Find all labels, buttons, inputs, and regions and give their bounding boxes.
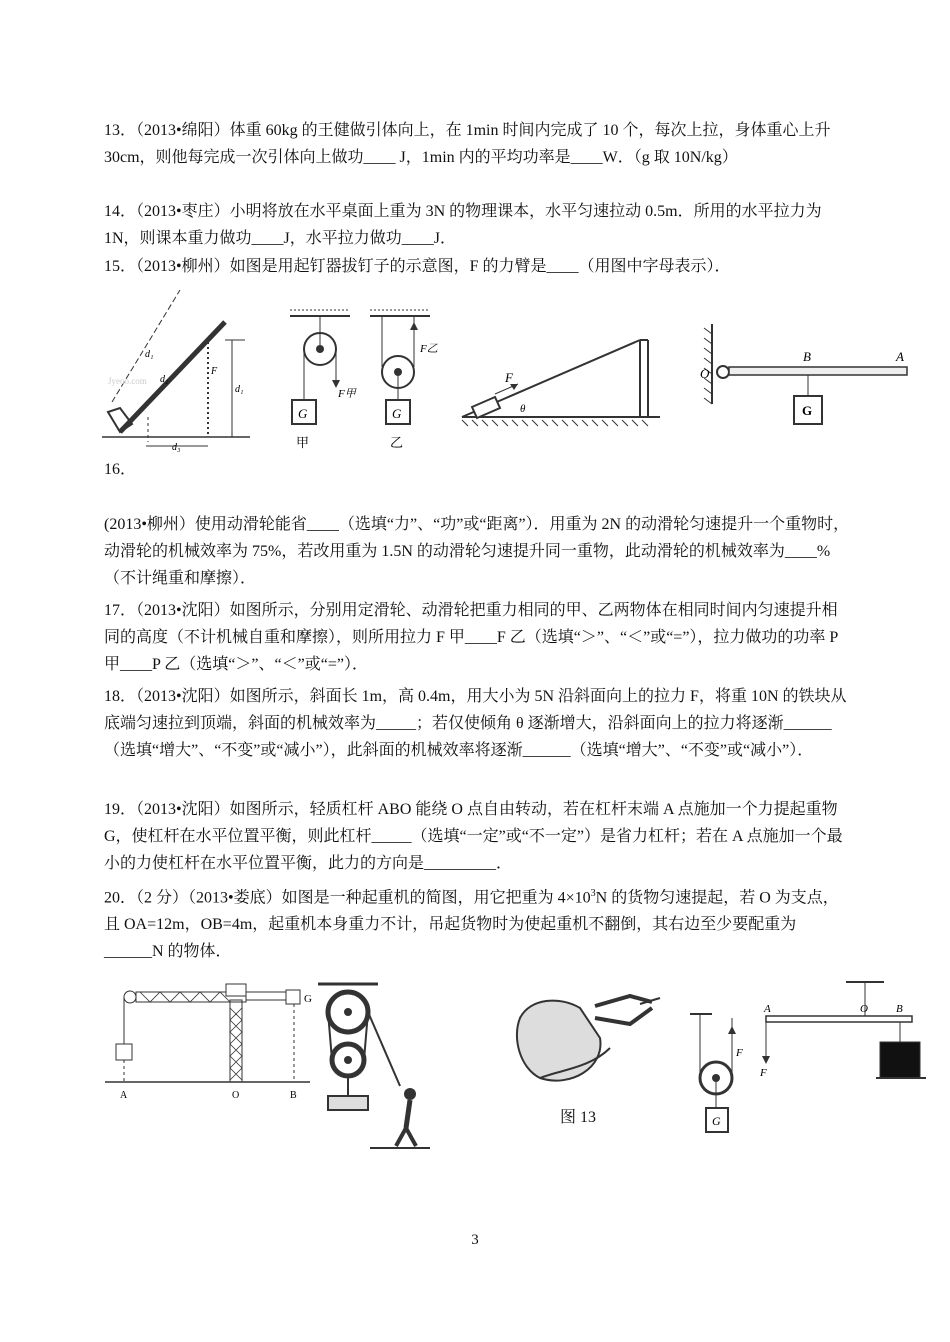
- question-18: 18．（2013•沈阳）如图所示，斜面长 1m，高 0.4m，用大小为 5N 沿斜面向上的拉力 F，将重 10N 的铁块从底端匀速拉到顶端，斜面的机械效率为_____；若仅使倾角 θ 逐渐增大，沿斜面向上的拉力将逐渐______（选填“增大”、“不变”或“减小”），此斜面的机械效率将逐渐______（选填“增大”、“不变”或“减小”）．: [104, 688, 847, 759]
- label-B-lever: B: [803, 349, 811, 364]
- fixed-pulley-jia: [290, 310, 358, 450]
- question-20-part-a: 20．（2 分）（2013•娄底）如图是一种起重机的简图，用它把重为 4×10: [104, 889, 591, 907]
- question-14: 14．（2013•枣庄）小明将放在水平桌面上重为 3N 的物理课本，水平匀速拉动 0.5m．所用的水平拉力为 1N，则课本重力做功____J，水平拉力做功____J．: [104, 203, 822, 247]
- question-17: 17．（2013•沈阳）如图所示，分别用定滑轮、动滑轮把重力相同的甲、乙两物体在相同时间内匀速提升相同的高度（不计机械自重和摩擦），则所用拉力 F 甲____F 乙（选填“＞”、“＜”或“=”），拉力做功的功率 P 甲____P 乙（选填“＞”、“＜”或“=”）．: [104, 602, 838, 673]
- label-F-incline: F: [505, 370, 513, 385]
- caption-yi: 乙: [390, 435, 404, 450]
- pliers-hand-image: [517, 996, 660, 1081]
- label-d1-slant: d₁: [145, 349, 154, 360]
- label-F-jia: F甲: [338, 388, 356, 400]
- label-G-single: G: [712, 1114, 721, 1128]
- label-theta: θ: [520, 403, 526, 415]
- label-d3: d₃: [172, 442, 181, 452]
- label-A-crane: A: [120, 1090, 128, 1101]
- page-number: 3: [471, 1232, 479, 1248]
- label-G-crane: G: [304, 993, 312, 1005]
- figure-row-2-svg: [100, 978, 930, 1158]
- question-16-number: 16．: [104, 461, 137, 478]
- pulley-block-diagram: [318, 984, 430, 1148]
- label-B-crane: B: [290, 1090, 297, 1101]
- figure-row-2: [100, 978, 930, 1158]
- figure-13-caption: 图 13: [559, 1109, 596, 1126]
- single-pulley-diagram: [690, 1014, 743, 1132]
- question-15: 15．（2013•柳州）如图是用起钉器拔钉子的示意图，F 的力臂是____（用图中字母表示）．: [104, 258, 731, 275]
- label-B-right: B: [896, 1003, 903, 1015]
- label-F-single: F: [736, 1047, 743, 1059]
- label-O-right: O: [860, 1003, 868, 1015]
- label-F-nail: F: [211, 366, 218, 377]
- label-G-jia: G: [298, 406, 308, 421]
- question-20-part-b: N 的货物匀速提起，若 O 为支点，且 OA=12m，OB=4m，起重机本身重力不计，吊起货物时为使起重机不翻倒，其右边至少要配重为______N 的物体．: [104, 889, 839, 961]
- question-20-superscript: 3: [590, 888, 596, 899]
- label-F-yi: F乙: [420, 343, 438, 355]
- label-G-lever: G: [802, 403, 813, 418]
- crane-diagram: [105, 984, 312, 1101]
- question-20: [104, 880, 852, 965]
- question-16: (2013•柳州）使用动滑轮能省____（选填“力”、“功”或“距离”）．用重为 2N 的动滑轮匀速提升一个重物时，动滑轮的机械效率为 75%，若改用重为 1.5N 的动滑轮匀速提升同一重物，此动滑轮的机械效率为____%（不计绳重和摩擦）．: [104, 516, 850, 587]
- question-13: 13．（2013•绵阳）体重 60kg 的王健做引体向上，在 1min 时间内完成了 10 个，每次上拉，身体重心上升 30cm，则他每完成一次引体向上做功____ J，1min 内的平均功率是____W．（g 取 10N/kg）: [104, 122, 831, 166]
- label-G-yi: G: [392, 406, 402, 421]
- label-O-lever: O: [700, 366, 710, 381]
- lever-right-diagram: [759, 982, 926, 1079]
- label-F-right: F: [760, 1067, 767, 1079]
- nail-puller-diagram: [102, 290, 250, 452]
- label-O-crane: O: [232, 1090, 240, 1101]
- label-d1-vertical: d₁: [235, 384, 244, 395]
- caption-jia: 甲: [296, 435, 310, 450]
- lever-abo-diagram: [700, 324, 907, 424]
- figure-row-1: [100, 282, 920, 452]
- incline-diagram: [462, 340, 660, 426]
- label-d2: d₂: [160, 374, 169, 385]
- watermark: Jyeoo.com: [108, 376, 147, 386]
- label-A-right: A: [764, 1003, 771, 1015]
- figure-row-1-svg: [100, 282, 920, 452]
- movable-pulley-yi: [370, 310, 438, 450]
- question-19: 19．（2013•沈阳）如图所示，轻质杠杆 ABO 能绕 O 点自由转动，若在杠杆末端 A 点施加一个力提起重物 G，使杠杆在水平位置平衡，则此杠杆_____（选填“一定”或“不一定”）是省力杠杆；若在 A 点施加一个最小的力使杠杆在水平位置平衡，此力的方向是_________．: [104, 801, 843, 872]
- label-A-lever: A: [896, 349, 904, 364]
